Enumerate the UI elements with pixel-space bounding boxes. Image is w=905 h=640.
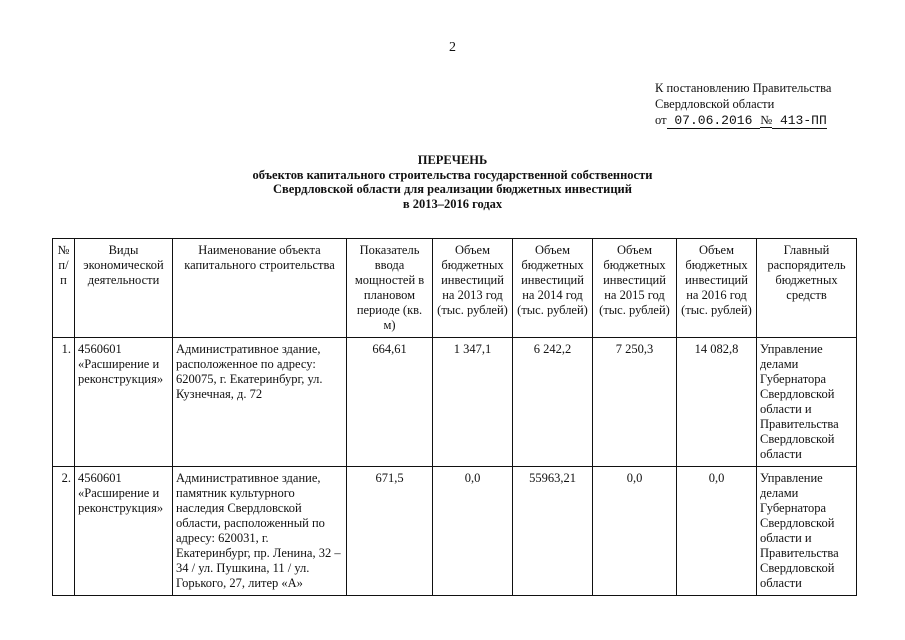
cell-manager: Управление делами Губернатора Свердловской области и Правительства Свердловской области [757, 467, 857, 596]
decree-number-prefix: № [760, 113, 773, 127]
table-row [53, 467, 857, 596]
header-2014: Объем бюджетных инвестиций на 2014 год (тыс. рублей) [513, 239, 593, 338]
cell-capacity: 671,5 [347, 467, 433, 596]
decree-line-1: К постановлению Правительства [655, 81, 832, 95]
page-number: 2 [449, 40, 456, 55]
cell-number: 2. [53, 467, 75, 596]
title-line-1: ПЕРЕЧЕНЬ [417, 153, 488, 167]
cell-2013: 0,0 [433, 467, 513, 596]
header-2015: Объем бюджетных инвестиций на 2015 год (тыс. рублей) [593, 239, 677, 338]
cell-capacity: 664,61 [347, 338, 433, 467]
cell-object: Административное здание, расположенное по адресу: 620075, г. Екатеринбург, ул. Кузнечная, д. 72 [173, 338, 347, 467]
decree-number: 413-ПП [772, 113, 827, 129]
header-capacity: Показатель ввода мощностей в плановом периоде (кв. м) [347, 239, 433, 338]
cell-activity: 4560601 «Расширение и реконструкция» [75, 467, 173, 596]
header-2013: Объем бюджетных инвестиций на 2013 год (тыс. рублей) [433, 239, 513, 338]
decree-date: 07.06.2016 [667, 113, 761, 129]
decree-line-2: Свердловской области [655, 97, 775, 111]
document-title [0, 153, 905, 211]
title-line-2: объектов капитального строительства государственной собственности [252, 167, 653, 182]
decree-date-line [655, 112, 855, 129]
header-2016: Объем бюджетных инвестиций на 2016 год (тыс. рублей) [677, 239, 757, 338]
header-number: № п/п [53, 239, 75, 338]
title-line-4: в 2013–2016 годах [402, 196, 503, 211]
cell-2016: 14 082,8 [677, 338, 757, 467]
cell-number: 1. [53, 338, 75, 467]
decree-date-prefix: от [655, 113, 667, 127]
table-row [53, 338, 857, 467]
cell-2015: 7 250,3 [593, 338, 677, 467]
cell-object: Административное здание, памятник культурного наследия Свердловской области, расположенный по адресу: 620031, г. Екатеринбург, пр. Ленина, 32 – 34 / ул. Пушкина, 11 / ул. Горького, 27, литер «А» [173, 467, 347, 596]
objects-table [52, 238, 857, 596]
cell-2014: 6 242,2 [513, 338, 593, 467]
header-object: Наименование объекта капитального строительства [173, 239, 347, 338]
title-line-3: Свердловской области для реализации бюджетных инвестиций [273, 182, 632, 196]
table-header-row [53, 239, 857, 338]
header-manager: Главный распорядитель бюджетных средств [757, 239, 857, 338]
cell-activity: 4560601 «Расширение и реконструкция» [75, 338, 173, 467]
decree-reference [655, 80, 855, 129]
cell-manager: Управление делами Губернатора Свердловской области и Правительства Свердловской области [757, 338, 857, 467]
cell-2015: 0,0 [593, 467, 677, 596]
cell-2014: 55963,21 [513, 467, 593, 596]
cell-2016: 0,0 [677, 467, 757, 596]
cell-2013: 1 347,1 [433, 338, 513, 467]
header-activity: Виды экономической деятельности [75, 239, 173, 338]
